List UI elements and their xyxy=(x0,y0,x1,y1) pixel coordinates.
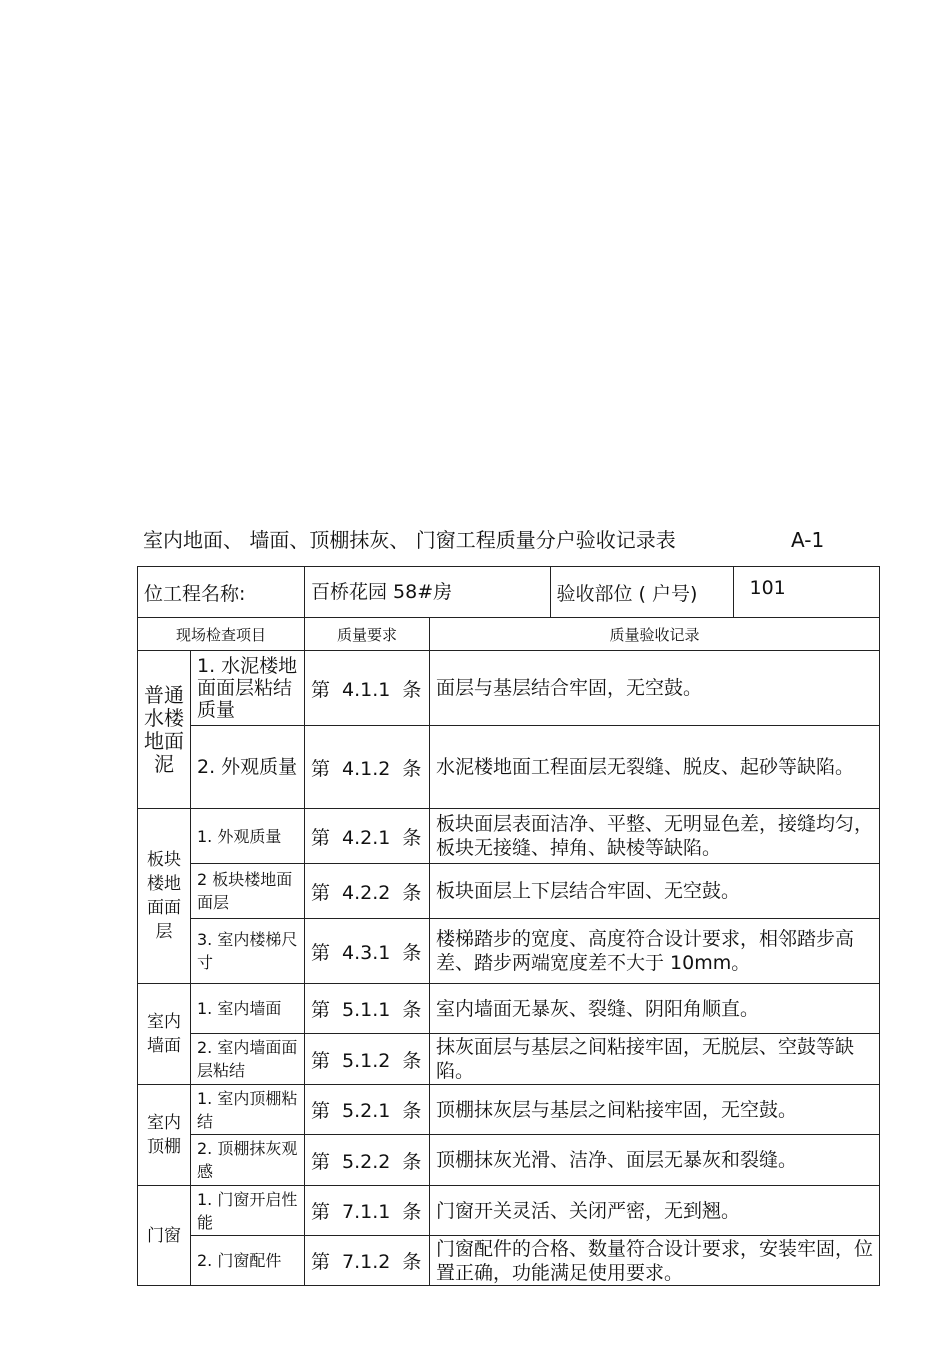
requirement-cell: 第 7.1.2 条 xyxy=(305,1236,430,1286)
item-cell: 1. 室内墙面 xyxy=(191,984,305,1034)
requirement-cell: 第 4.1.2 条 xyxy=(305,726,430,809)
record-cell: 门窗配件的合格、数量符合设计要求，安装牢固，位置正确，功能满足使用要求。 xyxy=(430,1236,880,1286)
table-row xyxy=(138,726,880,809)
record-cell: 顶棚抹灰层与基层之间粘接牢固，无空鼓。 xyxy=(430,1085,880,1135)
item-cell: 2. 顶棚抹灰观感 xyxy=(191,1135,305,1186)
category-cell: 门窗 xyxy=(138,1186,191,1286)
category-cell: 普通水楼地面泥 xyxy=(138,651,191,809)
item-cell: 3. 室内楼梯尺寸 xyxy=(191,919,305,984)
col-requirement-header: 质量要求 xyxy=(305,618,430,651)
column-header-row xyxy=(138,618,880,651)
table-row xyxy=(138,809,880,864)
item-cell: 2. 室内墙面面层粘结 xyxy=(191,1034,305,1085)
acceptance-record-table xyxy=(137,566,880,1286)
record-cell: 门窗开关灵活、关闭严密，无到翘。 xyxy=(430,1186,880,1236)
table-row xyxy=(138,1135,880,1186)
item-cell: 1. 门窗开启性能 xyxy=(191,1186,305,1236)
form-code: A-1 xyxy=(791,528,825,552)
requirement-cell: 第 5.2.2 条 xyxy=(305,1135,430,1186)
table-row xyxy=(138,984,880,1034)
table-row xyxy=(138,1085,880,1135)
item-cell: 1. 外观质量 xyxy=(191,809,305,864)
requirement-cell: 第 5.2.1 条 xyxy=(305,1085,430,1135)
table-row xyxy=(138,1236,880,1286)
requirement-cell: 第 4.1.1 条 xyxy=(305,651,430,726)
table-row xyxy=(138,651,880,726)
record-cell: 顶棚抹灰光滑、洁净、面层无暴灰和裂缝。 xyxy=(430,1135,880,1186)
header-subtable xyxy=(305,567,879,617)
requirement-cell: 第 4.2.1 条 xyxy=(305,809,430,864)
requirement-cell: 第 7.1.1 条 xyxy=(305,1186,430,1236)
project-name-value: 百桥花园 58#房 xyxy=(305,567,550,617)
requirement-cell: 第 4.2.2 条 xyxy=(305,864,430,919)
record-cell: 抹灰面层与基层之间粘接牢固，无脱层、空鼓等缺陷。 xyxy=(430,1034,880,1085)
location-value: 101 xyxy=(749,577,786,599)
category-cell: 室内顶棚 xyxy=(138,1085,191,1186)
item-cell: 2. 门窗配件 xyxy=(191,1236,305,1286)
category-cell: 板块楼地面面层 xyxy=(138,809,191,984)
record-cell: 板块面层表面洁净、平整、无明显色差，接缝均匀，板块无接缝、掉角、缺棱等缺陷。 xyxy=(430,809,880,864)
header-row xyxy=(138,567,880,618)
title-text: 室内地面、 墙面、顶棚抹灰、 门窗工程质量分户验收记录表 xyxy=(143,528,676,552)
requirement-cell: 第 5.1.2 条 xyxy=(305,1034,430,1085)
table-row xyxy=(138,864,880,919)
col-item-header: 现场检查项目 xyxy=(138,618,305,651)
col-record-header: 质量验收记录 xyxy=(430,618,880,651)
table-row xyxy=(138,919,880,984)
item-cell: 1. 水泥楼地面面层粘结质量 xyxy=(191,651,305,726)
table-row xyxy=(138,1186,880,1236)
item-cell: 2. 外观质量 xyxy=(191,726,305,809)
document-title xyxy=(143,525,833,555)
location-label: 验收部位 ( 户号) xyxy=(550,567,733,617)
category-cell: 室内墙面 xyxy=(138,984,191,1085)
requirement-cell: 第 4.3.1 条 xyxy=(305,919,430,984)
record-cell: 楼梯踏步的宽度、高度符合设计要求，相邻踏步高差、踏步两端宽度差不大于 10mm。 xyxy=(430,919,880,984)
table-row xyxy=(138,1034,880,1085)
header-right-cell xyxy=(305,567,880,618)
item-cell: 1. 室内顶棚粘结 xyxy=(191,1085,305,1135)
requirement-cell: 第 5.1.1 条 xyxy=(305,984,430,1034)
record-cell: 面层与基层结合牢固，无空鼓。 xyxy=(430,651,880,726)
project-name-label: 位工程名称: xyxy=(138,567,305,618)
record-cell: 室内墙面无暴灰、裂缝、阴阳角顺直。 xyxy=(430,984,880,1034)
item-cell: 2 板块楼地面面层 xyxy=(191,864,305,919)
record-cell: 水泥楼地面工程面层无裂缝、脱皮、起砂等缺陷。 xyxy=(430,726,880,809)
record-cell: 板块面层上下层结合牢固、无空鼓。 xyxy=(430,864,880,919)
